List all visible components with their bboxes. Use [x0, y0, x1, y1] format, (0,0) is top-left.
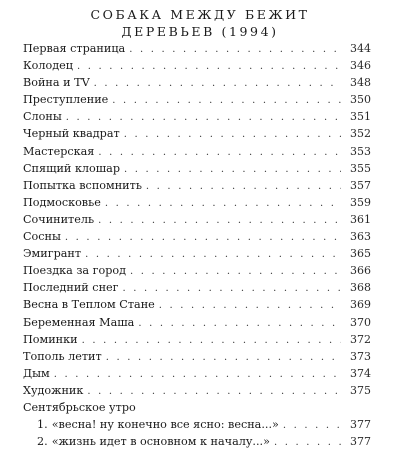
dot-leader	[130, 263, 341, 280]
toc-entry-page-number: 352	[350, 127, 371, 141]
toc-entry-title: Черный квадрат	[23, 127, 120, 141]
toc-entry-page-number: 350	[350, 93, 371, 107]
dot-leader	[54, 366, 341, 383]
dot-leader	[98, 144, 341, 161]
toc-entry-title: Весна в Теплом Стане	[23, 298, 155, 312]
toc-entry-page-number: 359	[350, 195, 371, 209]
toc-entry[interactable]	[23, 108, 371, 125]
table-of-contents	[23, 40, 371, 450]
dot-leader	[124, 161, 341, 178]
toc-entry-page-number: 344	[350, 42, 371, 55]
toc-entry[interactable]	[23, 365, 371, 382]
dot-leader	[146, 178, 341, 195]
toc-entry-page-number: 372	[350, 332, 371, 346]
toc-entry[interactable]	[23, 194, 371, 211]
toc-subentry-text: «жизнь идет в основном к началу...»	[51, 435, 270, 449]
toc-entry-title: Художник	[23, 383, 84, 397]
toc-entry-title: Спящий клошар	[23, 161, 121, 175]
toc-entry[interactable]	[23, 160, 371, 177]
toc-entry-title: Сосны	[23, 230, 61, 244]
toc-entry-page-number: 370	[350, 315, 371, 329]
toc-subentry-number: 1.	[37, 418, 48, 432]
dot-leader	[98, 212, 341, 229]
toc-entry[interactable]	[23, 143, 371, 160]
dot-leader	[124, 126, 341, 143]
toc-entry-title: Мастерская	[23, 144, 95, 158]
toc-entry-page-number: 363	[350, 230, 371, 244]
toc-entry-title: Дым	[23, 366, 50, 380]
toc-section-title: Сентябрьское утро	[23, 400, 136, 414]
toc-entry-page-number: 353	[350, 144, 371, 158]
toc-subentry-page-number: 377	[350, 418, 371, 432]
toc-entry-title: Эмигрант	[23, 247, 82, 261]
toc-entry[interactable]	[23, 245, 371, 262]
toc-entry[interactable]	[23, 314, 371, 331]
toc-entry-title: Подмосковье	[23, 195, 101, 209]
dot-leader	[94, 75, 341, 92]
toc-subentry-number: 2.	[37, 435, 48, 449]
toc-entry-title: Преступление	[23, 93, 109, 107]
toc-entry-title: Сочинитель	[23, 212, 95, 226]
toc-entry[interactable]	[23, 348, 371, 365]
header-title-line-1: СОБАКА МЕЖДУ БЕЖИТ	[90, 7, 310, 22]
dot-leader	[159, 297, 341, 314]
dot-leader	[77, 58, 341, 75]
header-title-line-2: ДЕРЕВЬЕВ (1994)	[121, 24, 279, 39]
toc-entry[interactable]	[23, 228, 371, 245]
dot-leader	[138, 315, 341, 332]
toc-entry-title: Попытка вспомнить	[23, 178, 142, 192]
toc-entry[interactable]	[23, 211, 371, 228]
toc-entry-page-number: 365	[350, 247, 371, 261]
dot-leader	[123, 280, 341, 297]
toc-entry[interactable]	[23, 74, 371, 91]
toc-entry[interactable]	[23, 331, 371, 348]
toc-entry-title: Поездка за город	[23, 264, 127, 278]
toc-entry-title: Тополь летит	[23, 349, 102, 363]
toc-entry[interactable]	[23, 57, 371, 74]
dot-leader	[87, 383, 341, 400]
toc-entry-page-number: 348	[350, 76, 371, 90]
toc-entry[interactable]	[23, 91, 371, 108]
dot-leader	[105, 195, 341, 212]
dot-leader	[129, 41, 341, 58]
toc-entry-page-number: 361	[350, 212, 371, 226]
toc-entry-page-number: 373	[350, 349, 371, 363]
toc-entry-title: Война и TV	[23, 76, 90, 90]
dot-leader	[82, 332, 341, 349]
toc-entry-page-number: 357	[350, 178, 371, 192]
toc-entry-page-number: 351	[350, 110, 371, 124]
toc-subentry-title	[23, 416, 279, 433]
toc-entry-page-number: 355	[350, 161, 371, 175]
dot-leader	[66, 109, 341, 126]
toc-entry[interactable]	[23, 40, 371, 57]
toc-entry-title: Поминки	[23, 332, 78, 346]
dot-leader	[274, 434, 341, 451]
dot-leader	[85, 246, 341, 263]
toc-entry[interactable]	[23, 262, 371, 279]
toc-entry-title: Первая страница	[23, 42, 126, 55]
toc-entry-page-number: 366	[350, 264, 371, 278]
toc-subentry[interactable]	[23, 416, 371, 433]
toc-entry[interactable]	[23, 382, 371, 399]
toc-entry-page-number: 375	[350, 383, 371, 397]
toc-subentry-text: «весна! ну конечно все ясно: весна...»	[51, 418, 279, 432]
toc-entry-title: Слоны	[23, 110, 62, 124]
toc-subentry[interactable]	[23, 433, 371, 450]
toc-entry-page-number: 369	[350, 298, 371, 312]
toc-section-heading	[23, 399, 371, 416]
toc-entry-title: Колодец	[23, 59, 73, 73]
toc-subentry-title	[23, 433, 270, 450]
section-header	[0, 0, 400, 40]
dot-leader	[112, 92, 341, 109]
toc-entry[interactable]	[23, 125, 371, 142]
toc-entry-title: Последний снег	[23, 281, 119, 295]
toc-entry[interactable]	[23, 177, 371, 194]
dot-leader	[65, 229, 341, 246]
toc-entry-page-number: 368	[350, 281, 371, 295]
toc-entry-page-number: 374	[350, 366, 371, 380]
dot-leader	[106, 349, 341, 366]
toc-entry-page-number: 346	[350, 59, 371, 73]
toc-entry-title: Беременная Маша	[23, 315, 135, 329]
toc-subentry-page-number: 377	[350, 435, 371, 449]
dot-leader	[283, 417, 341, 434]
toc-entry[interactable]	[23, 279, 371, 296]
toc-entry[interactable]	[23, 296, 371, 313]
